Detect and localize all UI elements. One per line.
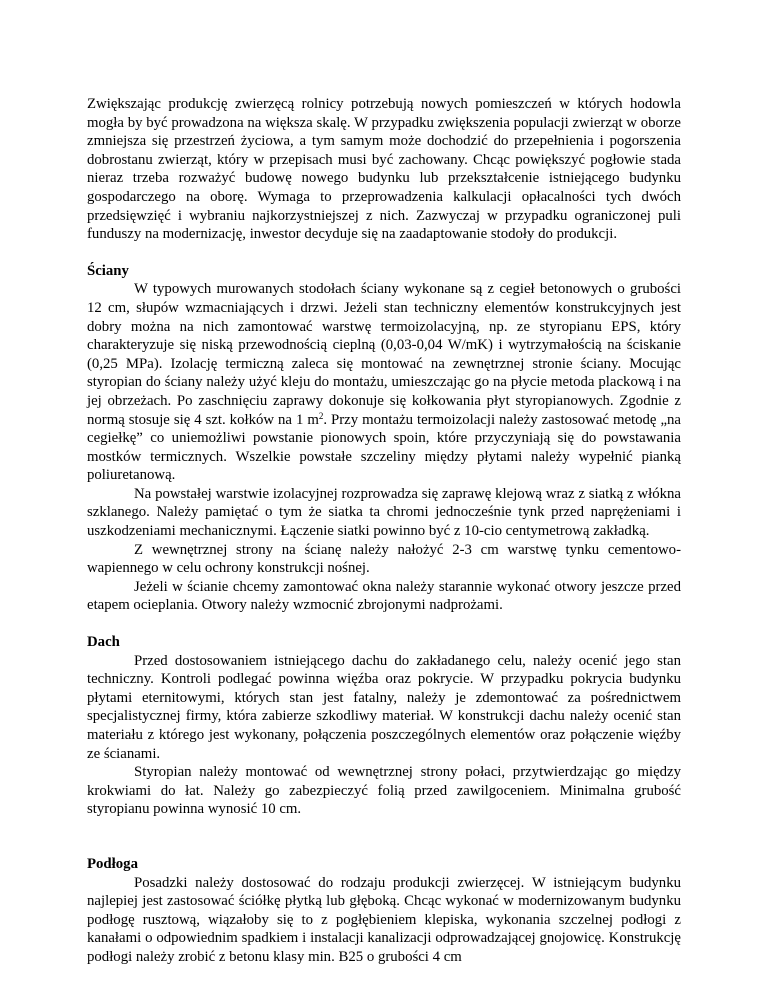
section-heading-dach: Dach (87, 634, 120, 651)
sciany-paragraph-2: Na powstałej warstwie izolacyjnej rozprowadza się zaprawę klejową wraz z siatką z włókna szklanego. Należy pamiętać o tym że siatka ta chromi jednocześnie tynk przed naprężeniami i uszkodzeniami mechanicznymi. Łączenie siatki powinno być z 10-cio centymetrową zakładką. (87, 485, 681, 540)
sciany-paragraph-4: Jeżeli w ścianie chcemy zamontować okna należy starannie wykonać otwory jeszcze przed etapem ocieplania. Otwory należy wzmocnić zbrojonymi nadprożami. (87, 578, 681, 614)
sciany-paragraph-3: Z wewnętrznej strony na ścianę należy nałożyć 2-3 cm warstwę tynku cementowo-wapiennego w celu ochrony konstrukcji nośnej. (87, 541, 681, 577)
podloga-paragraph-1: Posadzki należy dostosować do rodzaju produkcji zwierzęcej. W istniejącym budynku najlepiej jest zastosować ściółkę płytką lub głęboką. Chcąc wykonać w modernizowanym budynku podłogę rusztową, wiązałoby się to z pogłębieniem klepiska, wykonania szczelnej podłogi z kanałami o odpowiednim spadkiem i instalacji kanalizacji odprowadzającej gnojowicę. Konstrukcję podłogi należy zrobić z betonu klasy min. B25 o grubości 4 cm (87, 874, 681, 965)
section-heading-sciany: Ściany (87, 262, 129, 279)
sciany-paragraph-1 (87, 280, 681, 485)
dach-paragraph-1: Przed dostosowaniem istniejącego dachu do zakładanego celu, należy ocenić jego stan techniczny. Kontroli podlegać powinna więźba oraz pokrycie. W przypadku pokrycia budynku płytami eternitowymi, których stan jest fatalny, należy je zdemontować za pośrednictwem specjalistycznej firmy, która zabierze szkodliwy materiał. W konstrukcji dachu należy ocenić stan materiału z którego jest wykonany, połączenia poszczególnych elementów oraz połączenie więźby ze ścianami. (87, 652, 681, 762)
intro-paragraph: Zwiększając produkcję zwierzęcą rolnicy potrzebują nowych pomieszczeń w których hodowla mogła by być prowadzona na większa skalę. W przypadku zwiększenia populacji zwierząt w oborze zmniejsza się przestrzeń życiowa, a tym samym może dochodzić do przepełnienia i pogorszenia dobrostanu zwierząt, który w przepisach musi być zachowany. Chcąc powiększyć pogłowie stada nieraz trzeba rozważyć budowę nowego budynku lub przekształcenie istniejącego budynku gospodarczego na oborę. Wymaga to przeprowadzenia kalkulacji opłacalności tych dwóch przedsięwzięć i wybraniu najkorzystniejszej z nich. Zazwyczaj w przypadku ograniczonej puli funduszy na modernizację, inwestor decyduje się na zaadaptowanie stodoły do produkcji. (87, 96, 681, 243)
dach-paragraph-2: Styropian należy montować od wewnętrznej strony połaci, przytwierdzając go między krokwiami do łat. Należy go zabezpieczyć folią przed zawilgoceniem. Minimalna grubość styropianu powinna wynosić 10 cm. (87, 764, 681, 818)
sciany-p1-text-b: . Przy montażu termoizolacji należy zastosować metodę „na cegiełkę” co uniemożliwi powstanie pionowych spoin, które przyczyniają się do powstawania mostków termicznych. Wszelkie powstałe szczeliny między płytami należy wypełnić pianką poliuretanową. (87, 411, 681, 484)
sciany-p1-text-a: W typowych murowanych stodołach ściany wykonane są z cegieł betonowych o grubości 12 cm, słupów wzmacniających i drzwi. Jeżeli stan techniczny elementów konstrukcyjnych jest dobry można na nich zamontować warstwę termoizolacyjną, np. ze styropianu EPS, który charakteryzuje się niską przewodnością cieplną (0,03-0,04 W/mK) i wytrzymałością na ściskanie (0,25 MPa). Izolację termiczną zaleca się montować na zewnętrznej stronie ściany. Mocując styropian do ściany należy użyć kleju do montażu, umieszczając go na płycie metoda plackową i na jej obrzeżach. Po zaschnięciu zaprawy dokonuje się kołkowania płyt styropianowych. Zgodnie z normą stosuje się 4 szt. kołków na 1 m (87, 281, 681, 428)
document-body (87, 95, 681, 967)
superscript-2: 2 (318, 410, 324, 421)
section-heading-podloga: Podłoga (87, 855, 138, 872)
